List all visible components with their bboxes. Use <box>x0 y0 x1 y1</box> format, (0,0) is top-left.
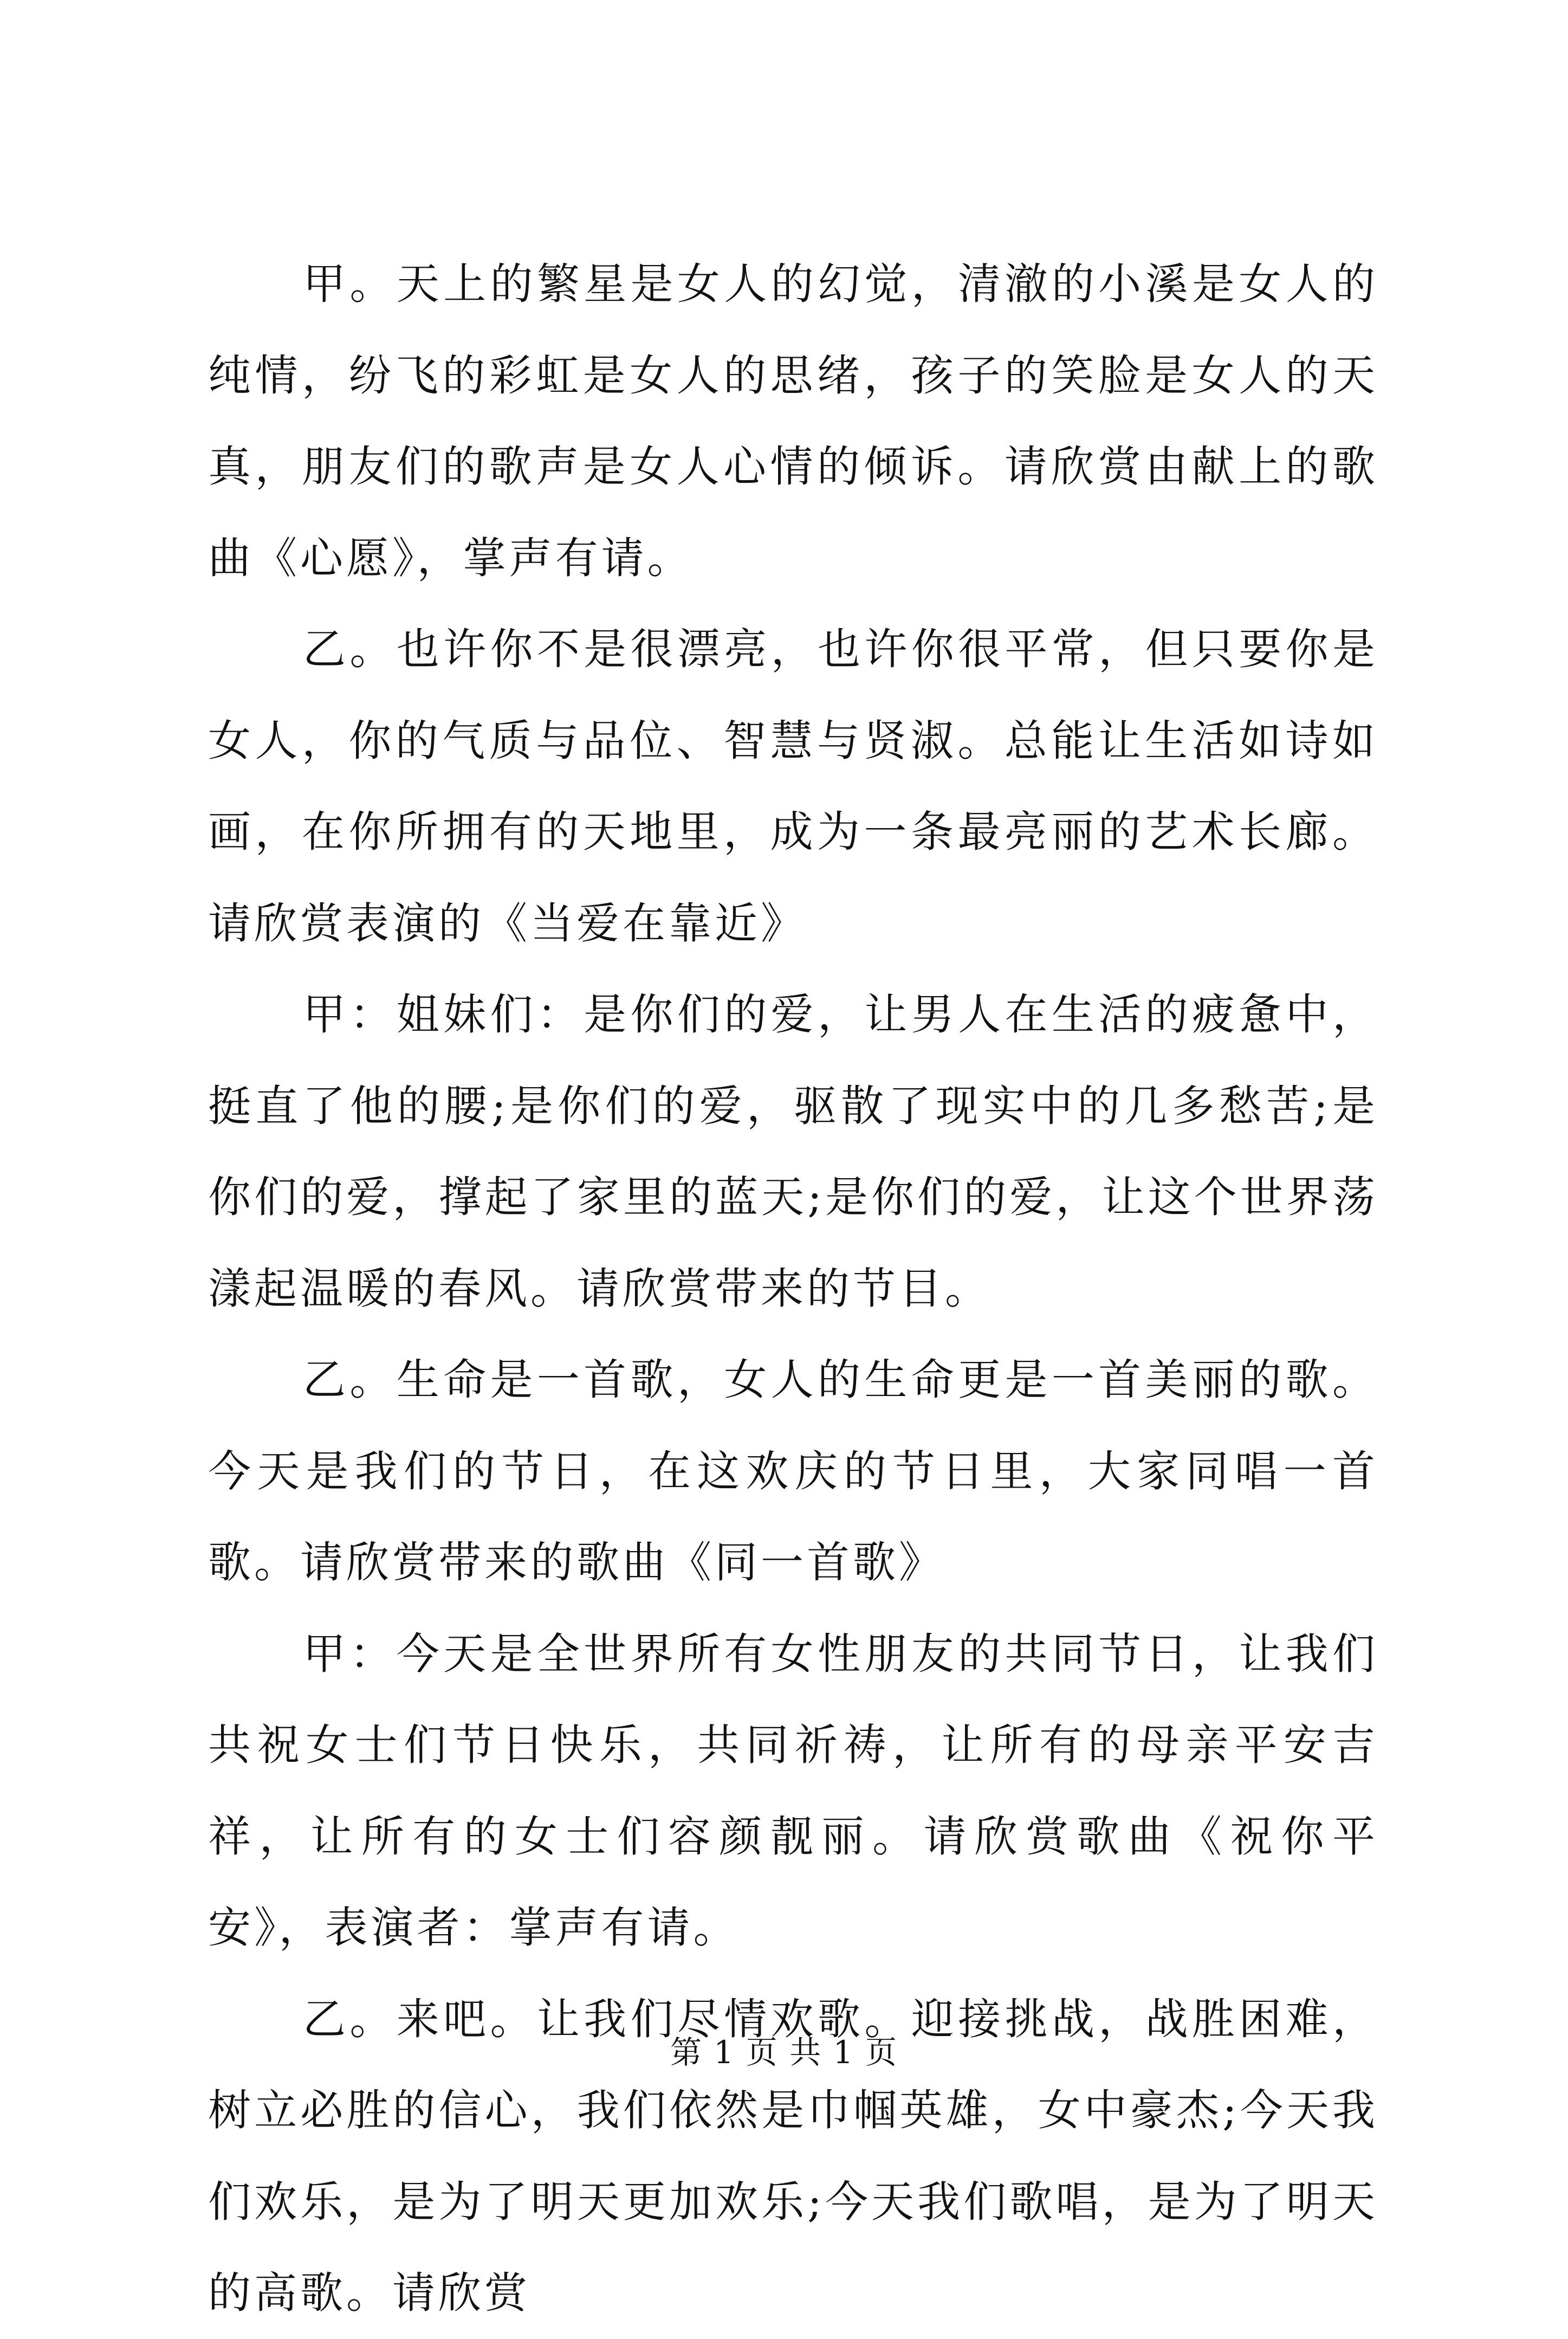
paragraph-4: 乙。生命是一首歌，女人的生命更是一首美丽的歌。今天是我们的节日，在这欢庆的节日里，大家同唱一首歌。请欣赏带来的歌曲《同一首歌》 <box>208 1355 1378 1587</box>
paragraph-5: 甲：今天是全世界所有女性朋友的共同节日，让我们共祝女士们节日快乐，共同祈祷，让所有的母亲平安吉祥，让所有的女士们容颜靓丽。请欣赏歌曲《祝你平安》，表演者：掌声有请。 <box>208 1629 1378 1953</box>
paragraph-6: 乙。来吧。让我们尽情欢歌。迎接挑战，战胜困难，树立必胜的信心，我们依然是巾帼英雄，女中豪杰;今天我们欢乐，是为了明天更加欢乐;今天我们歌唱，是为了明天的高歌。请欣赏 <box>208 1994 1378 2318</box>
paragraph-1: 甲。天上的繁星是女人的幻觉，清澈的小溪是女人的纯情，纷飞的彩虹是女人的思绪，孩子的笑脸是女人的天真，朋友们的歌声是女人心情的倾诉。请欣赏由献上的歌曲《心愿》，掌声有请。 <box>208 259 1378 583</box>
paragraph-2: 乙。也许你不是很漂亮，也许你很平常，但只要你是女人，你的气质与品位、智慧与贤淑。总能让生活如诗如画，在你所拥有的天地里，成为一条最亮丽的艺术长廊。请欣赏表演的《当爱在靠近》 <box>208 624 1378 948</box>
paragraph-3: 甲：姐妹们：是你们的爱，让男人在生活的疲惫中，挺直了他的腰;是你们的爱，驱散了现实中的几多愁苦;是你们的爱，撑起了家里的蓝天;是你们的爱，让这个世界荡漾起温暖的春风。请欣赏带来的节目。 <box>208 990 1378 1314</box>
page-footer: 第 1 页 共 1 页 <box>670 2034 898 2071</box>
document-body <box>208 238 1378 2339</box>
